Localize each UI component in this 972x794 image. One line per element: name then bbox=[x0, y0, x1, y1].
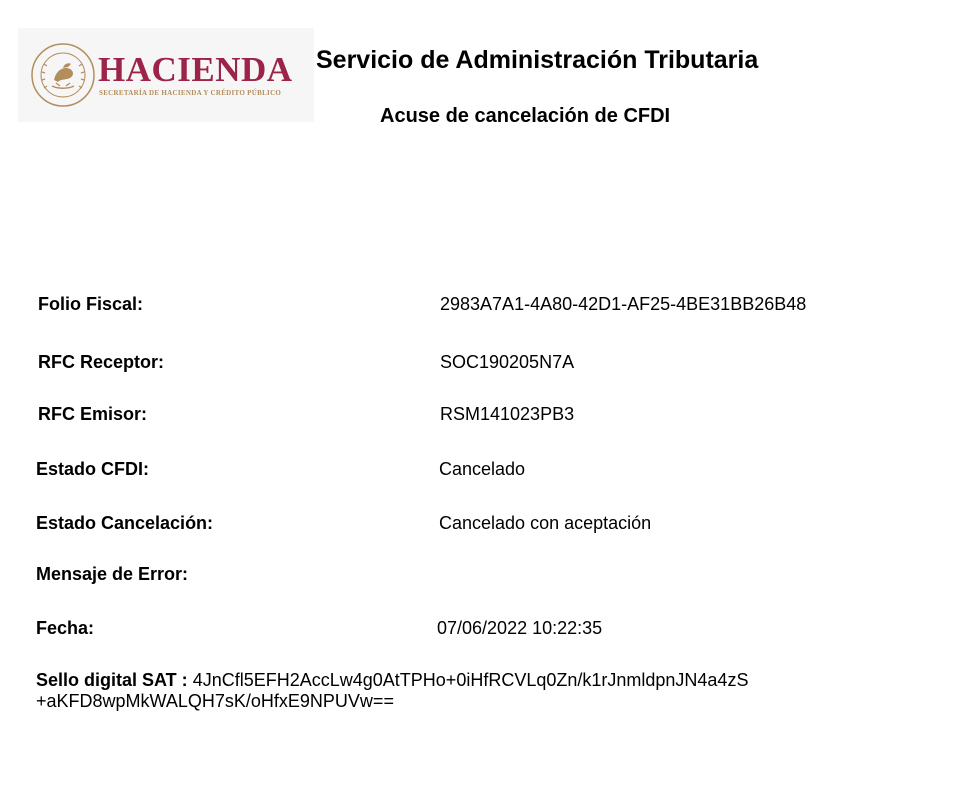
folio-fiscal-label: Folio Fiscal: bbox=[38, 294, 144, 314]
fecha-value: 07/06/2022 10:22:35 bbox=[437, 618, 603, 638]
page-title: Servicio de Administración Tributaria bbox=[316, 46, 759, 74]
page-subtitle: Acuse de cancelación de CFDI bbox=[380, 105, 671, 127]
estado-cfdi-label: Estado CFDI: bbox=[36, 459, 150, 479]
estado-cancelacion-label: Estado Cancelación: bbox=[36, 513, 214, 533]
fecha-label: Fecha: bbox=[36, 618, 95, 638]
mensaje-error-label: Mensaje de Error: bbox=[36, 564, 189, 584]
estado-cfdi-value: Cancelado bbox=[439, 459, 526, 479]
sello-digital bbox=[36, 670, 856, 712]
sello-digital-value: 4JnCfl5EFH2AccLw4g0AtTPHo+0iHfRCVLq0Zn/k1rJnmldpnJN4a4zS +aKFD8wpMkWALQH7sK/oHfxE9NPUVw== bbox=[36, 670, 749, 711]
hacienda-logo bbox=[18, 28, 314, 122]
logo-subtitle: SECRETARÍA DE HACIENDA Y CRÉDITO PÚBLICO bbox=[99, 89, 282, 97]
folio-fiscal-value: 2983A7A1-4A80-42D1-AF25-4BE31BB26B48 bbox=[440, 294, 807, 314]
rfc-emisor-value: RSM141023PB3 bbox=[440, 404, 575, 424]
logo-wordmark: HACIENDA bbox=[98, 50, 293, 89]
mexican-coat-of-arms-seal-icon bbox=[30, 42, 96, 108]
sello-digital-label: Sello digital SAT : bbox=[36, 670, 188, 690]
rfc-receptor-label: RFC Receptor: bbox=[38, 352, 165, 372]
rfc-receptor-value: SOC190205N7A bbox=[440, 352, 575, 372]
estado-cancelacion-value: Cancelado con aceptación bbox=[439, 513, 652, 533]
rfc-emisor-label: RFC Emisor: bbox=[38, 404, 148, 424]
